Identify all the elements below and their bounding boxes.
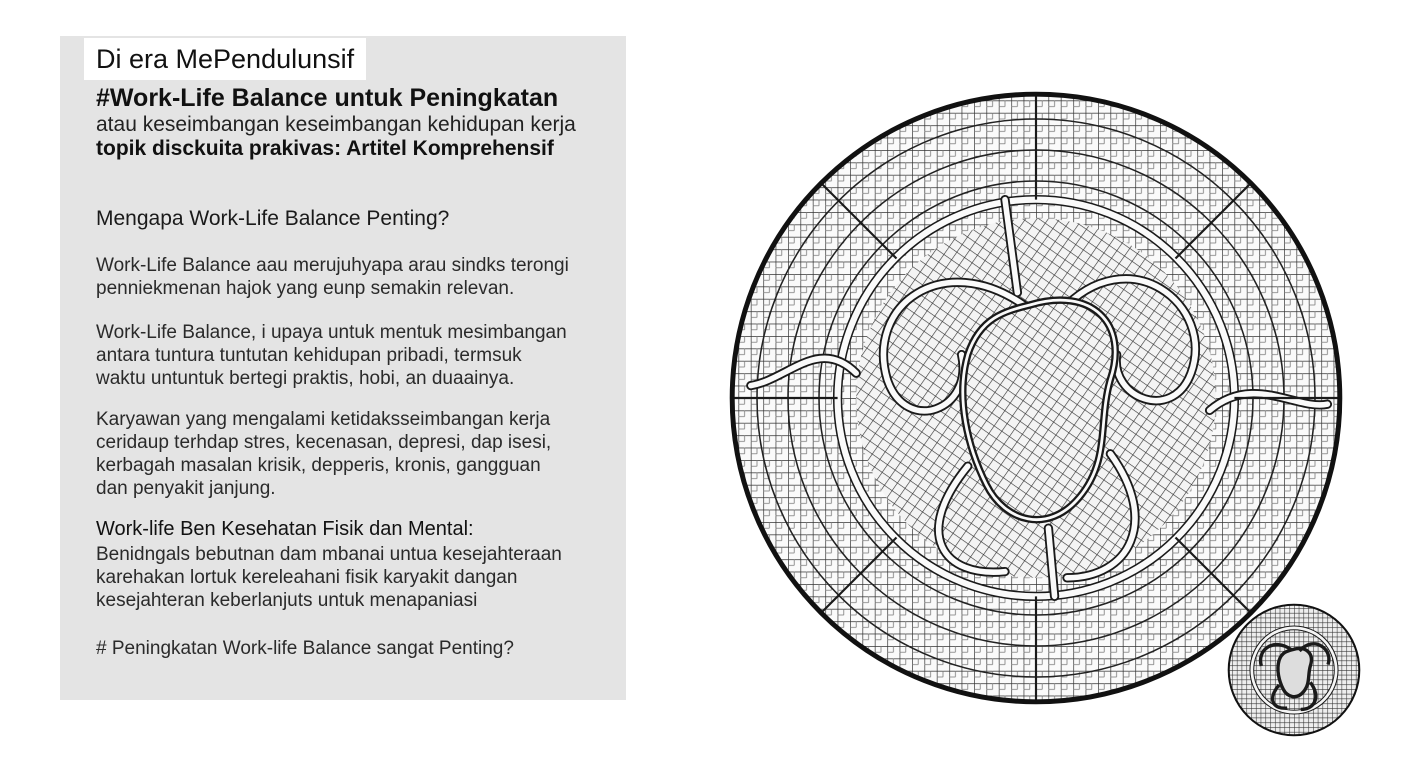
paragraph-3-line: ceridaup terhdap stres, kecenasan, depresi, dap isesi, [96,432,552,453]
paragraph-1 [96,254,569,300]
article-subtitle-line-2: atau keseimbangan keseimbangan kehidupan kerja [96,113,576,136]
paragraph-4-line: Benidngals bebutnan dam mbanai untua kesejahteraan [96,544,562,565]
article-subtitle-line-3: topik disckuita prakivas: Artitel Komprehensif [96,137,554,160]
paragraph-1-line: Work-Life Balance aau merujuhyapa arau sindks terongi [96,255,569,276]
paragraph-3-line: Karyawan yang mengalami ketidaksseimbangan kerja [96,409,551,430]
article-subtitle: #Work-Life Balance untuk Peningkatan [96,84,559,112]
paragraph-2 [96,321,567,390]
paragraph-2-line: waktu untuntuk bertegi praktis, hobi, an duaainya. [96,368,515,389]
paragraph-4-heading: Work-life Ben Kesehatan Fisik dan Mental: [96,518,474,540]
article-title: Di era MePendulunsif [84,38,366,80]
paragraph-4-line: karehakan lortuk kereleahani fisik karyakit dangan [96,567,518,588]
paragraph-3 [96,408,551,500]
paragraph-2-line: Work-Life Balance, i upaya untuk mentuk mesimbangan [96,322,567,343]
paragraph-4 [96,543,562,612]
section-heading: Mengapa Work-Life Balance Penting? [96,207,450,230]
paragraph-2-line: antara tuntura tuntutan kehidupan pribadi, termsuk [96,345,522,366]
paragraph-3-line: dan penyakit janjung. [96,478,276,499]
paragraph-3-line: kerbagah masalan krisik, depperis, kronis, gangguan [96,455,541,476]
footer-question: # Peningkatan Work-life Balance sangat Penting? [96,638,514,659]
paragraph-4-line: kesejahteran keberlanjuts untuk menapaniasi [96,590,478,611]
paragraph-1-line: penniekmenan hajok yang eunp semakin relevan. [96,278,515,299]
small-circular-city-map-illustration [1226,602,1362,738]
